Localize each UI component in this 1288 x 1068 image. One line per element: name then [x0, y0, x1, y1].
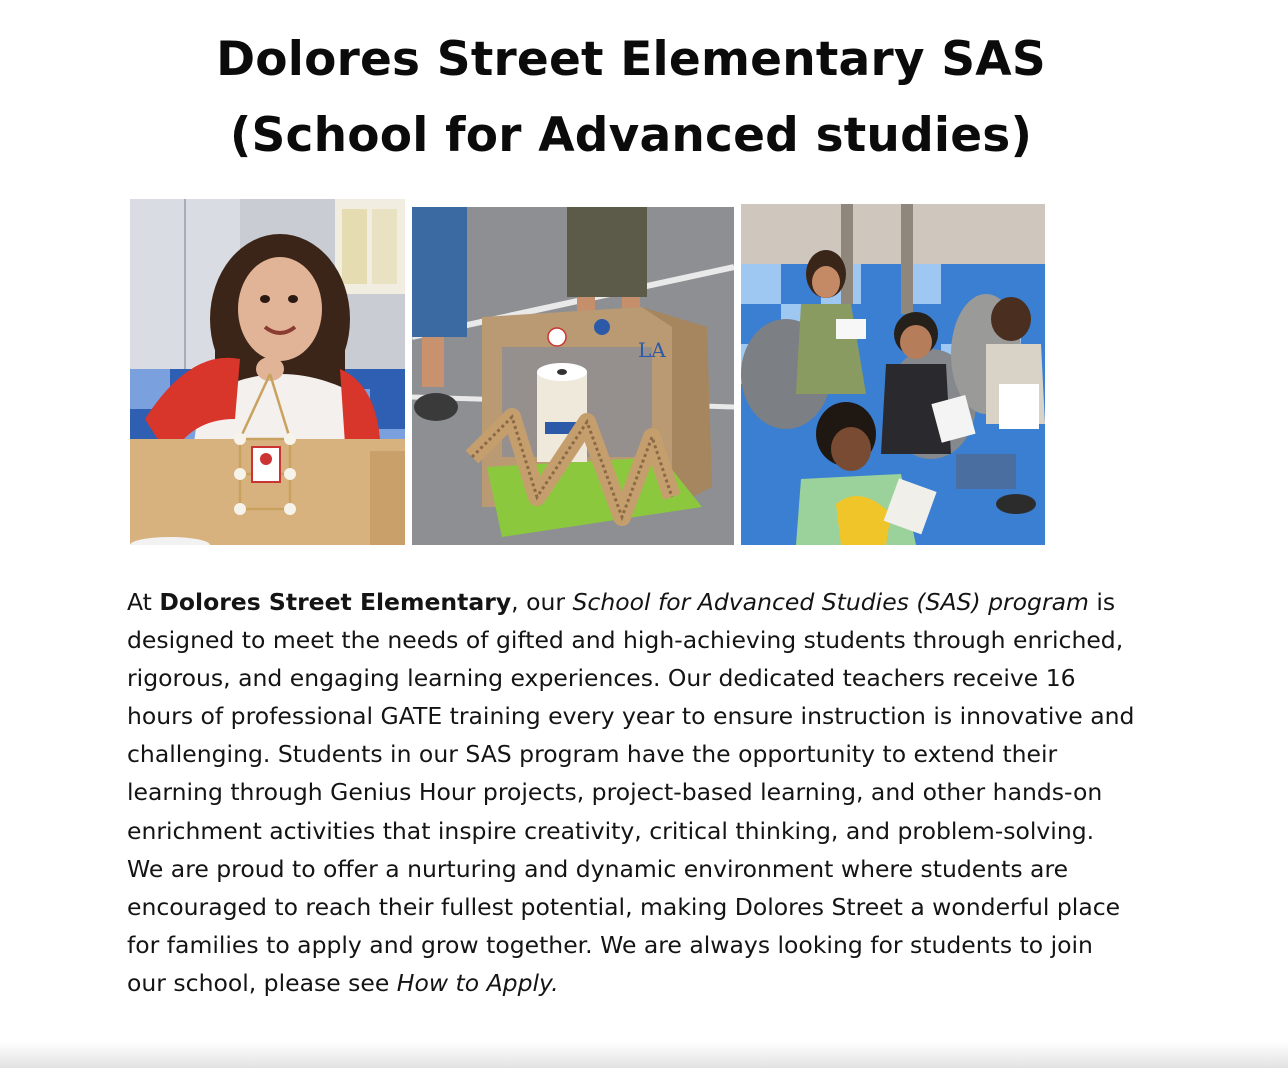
program-name: School for Advanced Studies (SAS) program — [572, 588, 1089, 616]
page-title — [0, 22, 1262, 174]
svg-text:LA: LA — [638, 338, 666, 362]
school-name: Dolores Street Elementary — [159, 588, 512, 616]
program-description — [127, 583, 1137, 1002]
description-body: is designed to meet the needs of gifted and high-achieving students through enriched, rigorous, and engaging learning experiences. Our dedicated teachers receive 16 hours of professional GATE training every year to ensure instruction is innovative and challenging. Students in our SAS program have the opportunity to extend their learning through Genius Hour projects, project-based learning, and other hands-on enrichment activities that inspire creativity, critical thinking, and problem-solving. We are proud to offer a nurturing and dynamic environment where students are encouraged to reach their fullest potential, making Dolores Street a wonderful place for families to apply and grow together. We are always looking for students to join our school, please see — [127, 588, 1135, 997]
page-title-line-2: (School for Advanced studies) — [229, 108, 1033, 163]
page-title-line-1: Dolores Street Elementary SAS — [216, 32, 1046, 87]
cardboard-stadium-project-photo — [412, 207, 734, 545]
description-intro: At — [127, 588, 160, 616]
student-marshmallow-tower-photo — [130, 199, 405, 545]
bottom-scroll-fade — [0, 1042, 1288, 1068]
description-connector: , our — [511, 588, 573, 616]
how-to-apply-link[interactable]: How to Apply. — [396, 968, 559, 997]
students-reading-classroom-photo — [741, 204, 1045, 545]
